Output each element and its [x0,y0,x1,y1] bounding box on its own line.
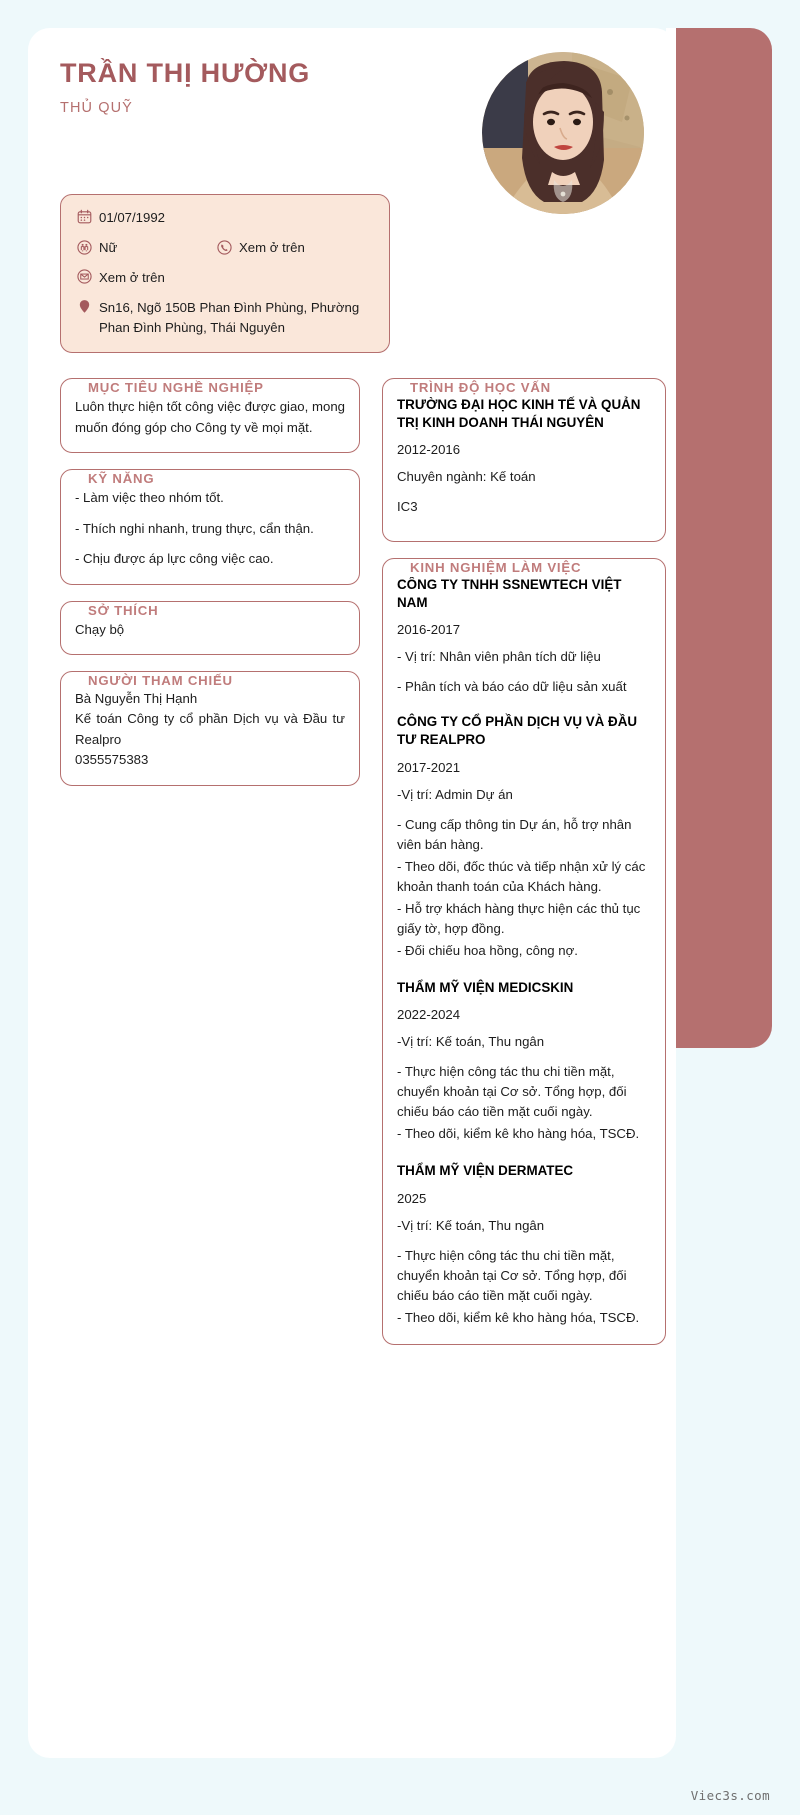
experience-company: CÔNG TY TNHH SSNEWTECH VIỆT NAM [397,577,622,611]
calendar-icon [77,208,99,225]
experience-position: -Vị trí: Kế toán, Thu ngân [397,1217,545,1233]
contact-row-gender-phone [77,238,373,257]
experience-duty: - Thực hiện công tác thu chi tiền mặt, chuyển khoản tại Cơ sở. Tổng hợp, đối chiếu báo cáo tiền mặt cuối ngày. [397,1247,627,1303]
experience-position: -Vị trí: Kế toán, Thu ngân [397,1034,545,1050]
section-title-hobbies: SỞ THÍCH [79,602,167,620]
birthday-value: 01/07/1992 [99,210,166,225]
section-title-education: TRÌNH ĐỘ HỌC VẤN [401,379,560,397]
email-value: Xem ở trên [99,270,165,286]
section-objective [60,378,360,454]
education-school: TRƯỜNG ĐẠI HỌC KINH TẾ VÀ QUẢN TRỊ KINH DOANH THÁI NGUYÊN [397,396,641,430]
experience-company: THẨM MỸ VIỆN MEDICSKIN [397,980,574,996]
envelope-icon [77,268,99,285]
avatar [482,52,644,214]
experience-duty: - Thực hiện công tác thu chi tiền mặt, chuyển khoản tại Cơ sở. Tổng hợp, đối chiếu báo cáo tiền mặt cuối ngày. [397,1064,627,1120]
contact-row-email [77,268,373,287]
experience-duty: - Phân tích và báo cáo dữ liệu sản xuất [397,679,627,695]
phone-value: Xem ở trên [239,240,305,256]
experience-item [397,979,651,1144]
objective-text: Luôn thực hiện tốt công việc được giao, mong muốn đóng góp cho Công ty về mọi mặt. [75,398,345,436]
section-experience [382,558,666,1345]
contact-row-address [77,298,373,336]
experience-company: THẨM MỸ VIỆN DERMATEC [397,1163,574,1179]
job-title: THỦ QUỸ [60,100,133,117]
right-column [382,369,666,1361]
address-value: Sn16, Ngõ 150B Phan Đình Phùng, Phường Phan Đình Phùng, Thái Nguyên [99,300,360,335]
section-title-experience: KINH NGHIỆM LÀM VIỆC [401,559,590,577]
contact-info-box [60,194,390,353]
experience-item [397,713,651,961]
cv-header [60,58,644,176]
experience-years: 2022-2024 [397,1007,461,1023]
reference-position: Kế toán Công ty cổ phần Dịch vụ và Đầu tư Realpro [75,711,345,747]
hobbies-text: Chạy bộ [75,621,125,637]
gender-icon [77,239,99,256]
skill-item: - Chịu được áp lực công việc cao. [75,551,274,567]
skill-item: - Làm việc theo nhóm tốt. [75,490,224,506]
experience-item [397,1162,651,1327]
contact-phone [217,238,305,257]
section-title-objective: MỤC TIÊU NGHỀ NGHIỆP [79,379,273,397]
section-title-references: NGƯỜI THAM CHIẾU [79,672,242,690]
section-references [60,671,360,786]
experience-company: CÔNG TY CỔ PHẦN DỊCH VỤ VÀ ĐẦU TƯ REALPRO [397,714,638,748]
section-title-skills: KỸ NĂNG [79,470,163,488]
experience-duty: - Theo dõi, kiểm kê kho hàng hóa, TSCĐ. [397,1309,640,1325]
page-title: TRẦN THỊ HƯỜNG [60,58,311,88]
education-certificate: IC3 [397,498,418,514]
cv-body [60,369,644,1361]
reference-name: Bà Nguyễn Thị Hạnh [75,690,198,706]
experience-duty: - Cung cấp thông tin Dự án, hỗ trợ nhân viên bán hàng. [397,816,632,852]
experience-years: 2016-2017 [397,622,461,638]
experience-years: 2025 [397,1190,427,1206]
experience-position: -Vị trí: Admin Dự án [397,786,513,802]
section-hobbies [60,601,360,655]
contact-row-birthday [77,208,373,227]
cv-card [28,28,676,1758]
experience-duty: - Theo dõi, kiểm kê kho hàng hóa, TSCĐ. [397,1126,640,1142]
reference-phone: 0355575383 [75,752,149,768]
gender-value: Nữ [99,240,118,256]
phone-icon [217,239,239,256]
education-years: 2012-2016 [397,441,461,457]
watermark: Viec3s.com [690,1788,770,1803]
contact-gender [77,238,217,257]
experience-item [397,576,651,697]
left-column [60,369,360,802]
experience-position: - Vị trí: Nhân viên phân tích dữ liệu [397,649,601,665]
section-skills [60,469,360,584]
experience-duty: - Đối chiếu hoa hồng, công nợ. [397,942,578,958]
experience-years: 2017-2021 [397,759,461,775]
experience-duty: - Hỗ trợ khách hàng thực hiện các thủ tục giấy tờ, hợp đồng. [397,900,641,936]
experience-duty: - Theo dõi, đốc thúc và tiếp nhận xử lý các khoản thanh toán của Khách hàng. [397,858,646,894]
education-major: Chuyên ngành: Kế toán [397,468,536,484]
skill-item: - Thích nghi nhanh, trung thực, cẩn thận. [75,520,314,536]
location-pin-icon [77,298,99,315]
decorative-side-bar [676,28,772,1048]
section-education [382,378,666,542]
